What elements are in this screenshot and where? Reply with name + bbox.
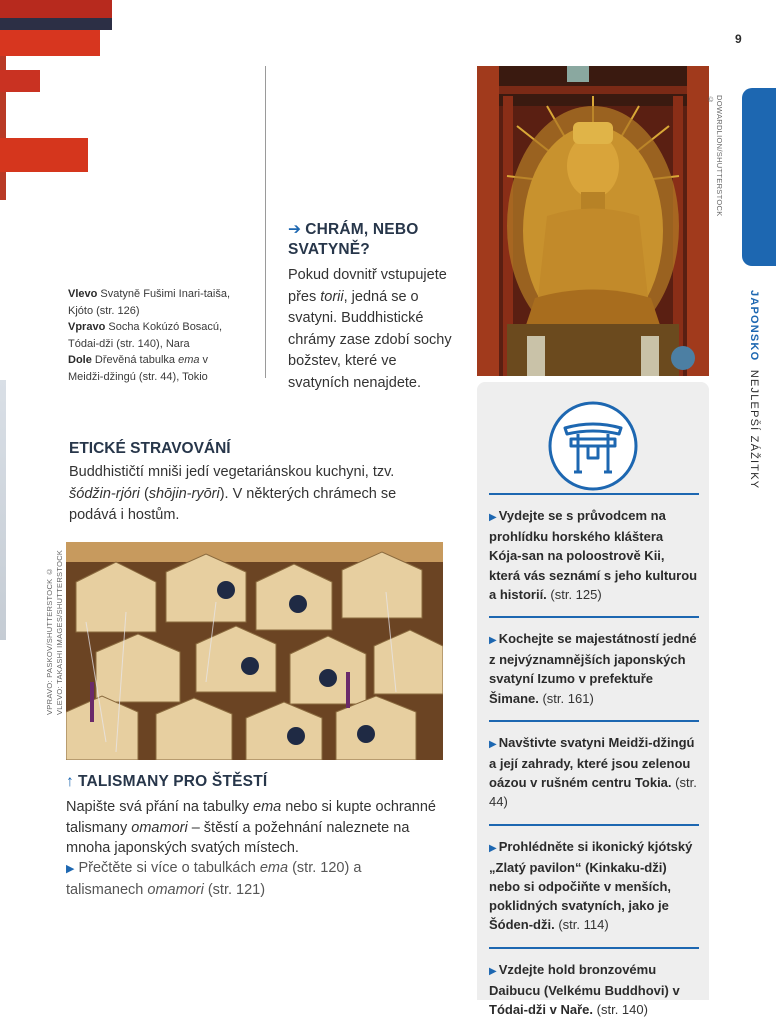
buddha-statue-photo xyxy=(477,66,709,376)
left-photo-edge xyxy=(0,380,6,640)
list-item: ▶ Vydejte se s průvodcem na prohlídku horského kláštera Kója-san na poloostrově Kii, která vás seznámí s jeho kulturou a historií. (str. 125) xyxy=(489,493,699,616)
arrow-right-icon: ➔ xyxy=(288,221,302,238)
chram-heading: ➔ CHRÁM, NEBO SVATYNĚ? xyxy=(288,221,419,258)
chapter-label: JAPONSKO NEJLEPŠÍ ZÁŽITKY xyxy=(748,290,760,490)
list-item: ▶ Navštivte svatyni Meidži-džingú a její zahrady, které jsou zelenou oázou v rušném centru Tokia. (str. 44) xyxy=(489,720,699,824)
ema-tablets-photo xyxy=(66,542,443,760)
highlights-list xyxy=(489,493,699,1031)
page-number: 9 xyxy=(735,32,742,46)
column-divider xyxy=(265,66,266,378)
chapter-tab xyxy=(742,88,776,266)
eticke-heading: ETICKÉ STRAVOVÁNÍ xyxy=(69,440,231,457)
list-item: ▶ Kochejte se majestátností jedné z nejvýznamnějších japonských svatyní Izumo v prefektuře Šimane. (str. 161) xyxy=(489,616,699,720)
photo-captions: Vlevo Svatyně Fušimi Inari-taiša, Kjóto (str. 126) Vpravo Socha Kokúzó Bosacú, Tódai-dži (str. 140), Nara Dole Dřevěná tabulka ema v Meidži-džingú (str. 44), Tokio xyxy=(68,288,231,383)
list-item: ▶ Prohlédněte si ikonický kjótský „Zlatý pavilon“ (Kinkaku-dži) nebo si odpočiňte v menších, poklidných svatyních, jako je Šóden-dži. (str. 114) xyxy=(489,824,699,947)
talisman-text: Napište svá přání na tabulky ema nebo si kupte ochranné talismany omamori – štěstí a požehnání naleznete na mnoha japonských svatých místech. xyxy=(66,799,436,856)
torii-photo xyxy=(0,0,112,200)
triangle-bullet-icon: ▶ xyxy=(489,512,497,523)
list-item: ▶ Vzdejte hold bronzovému Daibucu (Velkému Buddhovi) v Tódai-dži v Naře. (str. 140) xyxy=(489,947,699,1031)
triangle-bullet-icon: ▶ xyxy=(489,842,497,854)
photo-credit: DOWARDLION/SHUTTERSTOCK © xyxy=(706,95,724,217)
triangle-bullet-icon: ▶ xyxy=(489,738,497,750)
eticke-text: Buddhističtí mniši jedí vegetariánskou kuchyni, tzv. šódžin-rjóri (shōjin-ryōri). V některých chrámech se podává i hostům. xyxy=(69,464,397,523)
photo-credits-left: VPRAVO: PASKOV/SHUTTERSTOCK © VLEVO: TAKASHI IMAGES/SHUTTERSTOCK xyxy=(45,549,64,715)
talisman-heading: ↑ TALISMANY PRO ŠTĚSTÍ xyxy=(66,773,268,790)
triangle-bullet-icon: ▶ xyxy=(489,965,497,977)
arrow-up-icon: ↑ xyxy=(66,773,74,790)
talisman-reference: ▶ Přečtěte si více o tabulkách ema (str. 120) a talismanech omamori (str. 121) xyxy=(66,860,362,898)
chram-text: Pokud dovnitř vstupujete přes torii, jedná se o svatyni. Buddhistické chrámy zase zdobí sochy božstev, které ve svatyních nenajdete. xyxy=(288,267,452,391)
triangle-bullet-icon: ▶ xyxy=(66,863,75,875)
triangle-bullet-icon: ▶ xyxy=(489,635,497,647)
torii-icon xyxy=(547,400,639,492)
